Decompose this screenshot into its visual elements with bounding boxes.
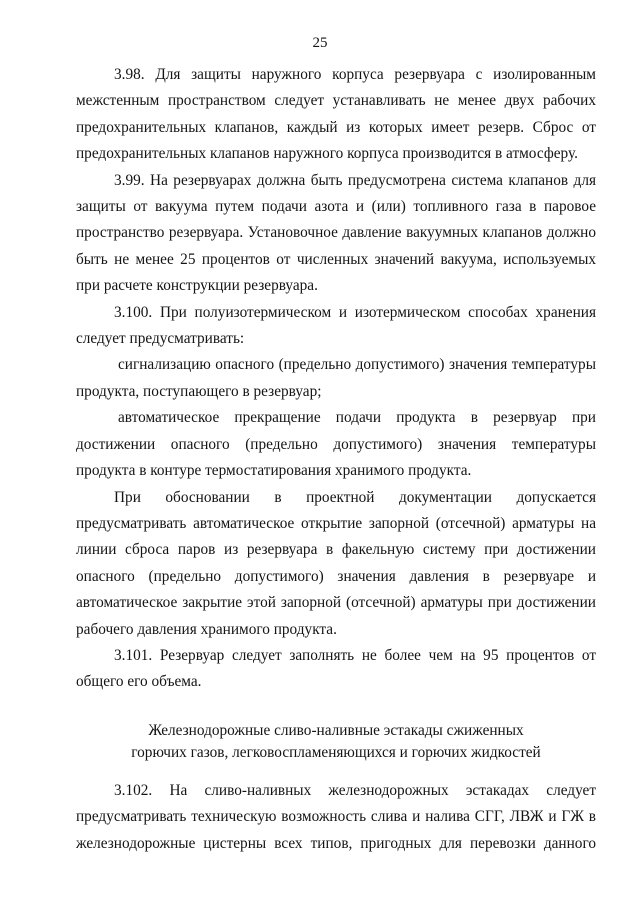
paragraph-justification (76, 485, 596, 643)
text-line: предохранительных клапанов, каждый из которых имеет резерв. Сброс от (76, 118, 596, 136)
text-line: пространство резервуара. Установочное давление вакуумных клапанов должно (76, 224, 596, 242)
text-line: 3.100. При полуизотермическом и изотермическом способах хранения (114, 303, 596, 321)
section-heading (76, 720, 596, 764)
paragraph-3-99 (76, 168, 596, 300)
text-line: межстенным пространством следует устанавливать не менее двух рабочих (76, 92, 596, 110)
text-line: автоматическое закрытие этой запорной (отсечной) арматуры при достижении (76, 594, 596, 612)
text-line: линии сброса паров из резервуара в факельную систему при достижении (76, 541, 596, 559)
paragraph-3-98 (76, 62, 596, 168)
list-item-signalization (76, 352, 596, 405)
text-line: продукта в контуре термостатирования хранимого продукта. (76, 462, 472, 480)
text-line: предохранительных клапанов наружного корпуса производится в атмосферу. (76, 145, 578, 163)
text-line: предусматривать автоматическое открытие запорной (отсечной) арматуры на (76, 514, 596, 532)
text-line: предусматривать техническую возможность слива и налива СГГ, ЛВЖ и ГЖ в (76, 808, 596, 826)
paragraph-3-100 (76, 300, 596, 353)
text-line: автоматическое прекращение подачи продукта в резервуар при (118, 409, 596, 427)
heading-line: горючих газов, легковоспламеняющихся и горючих жидкостей (131, 743, 541, 761)
text-line: 3.99. На резервуарах должна быть предусмотрена система клапанов для (114, 171, 596, 189)
text-line: при расчете конструкции резервуара. (76, 277, 318, 295)
text-line: достижении опасного (предельно допустимого) значения температуры (76, 435, 596, 453)
paragraph-3-102 (76, 778, 596, 857)
paragraph-3-101 (76, 643, 596, 696)
page-number: 25 (312, 35, 328, 51)
heading-line: Железнодорожные сливо-наливные эстакады сжиженных (148, 721, 524, 739)
text-line: защиты от вакуума путем подачи азота и (или) топливного газа в паровое (76, 198, 596, 216)
text-line: опасного (предельно допустимого) значения давления в резервуаре и (76, 567, 596, 585)
text-line: сигнализацию опасного (предельно допустимого) значения температуры (118, 356, 596, 374)
text-line: 3.101. Резервуар следует заполнять не более чем на 95 процентов от (114, 646, 596, 664)
text-line: общего его объема. (76, 673, 202, 691)
text-line: рабочего давления хранимого продукта. (76, 620, 337, 638)
document-body (76, 62, 596, 857)
text-line: продукта, поступающего в резервуар; (76, 382, 322, 400)
text-line: 3.98. Для защиты наружного корпуса резервуара с изолированным (114, 66, 596, 83)
list-item-auto-stop (76, 405, 596, 484)
text-line: следует предусматривать: (76, 330, 245, 348)
text-line: быть не менее 25 процентов от численных значений вакуума, используемых (76, 250, 596, 268)
text-line: железнодорожные цистерны всех типов, пригодных для перевозки данного (76, 834, 596, 852)
text-line: 3.102. На сливо-наливных железнодорожных эстакадах следует (114, 781, 596, 799)
text-line: При обосновании в проектной документации допускается (114, 488, 596, 506)
